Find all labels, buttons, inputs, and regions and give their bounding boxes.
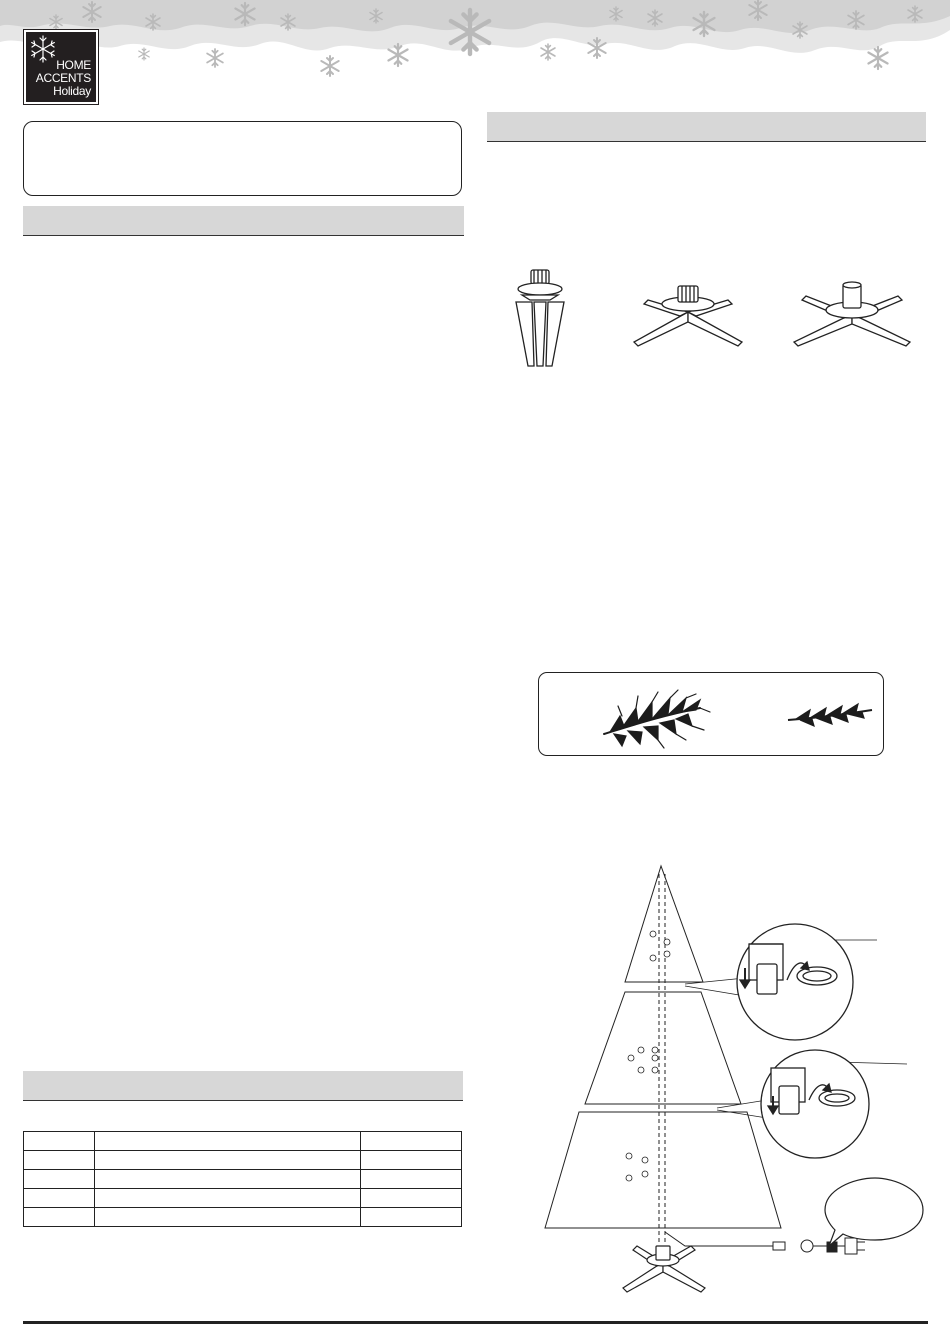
table-cell xyxy=(95,1132,361,1151)
table-cell xyxy=(95,1189,361,1208)
brand-line-accents: ACCENTS xyxy=(35,71,91,85)
table-cell xyxy=(361,1208,462,1227)
brand-line-holiday: Holiday xyxy=(53,84,91,98)
table-row xyxy=(24,1208,462,1227)
table-row xyxy=(24,1170,462,1189)
tree-bottom-section xyxy=(545,1112,781,1228)
table-row xyxy=(24,1132,462,1151)
brand-line-home: HOME xyxy=(56,58,91,72)
section-header-bar-parts xyxy=(23,1071,463,1101)
tree-top-section xyxy=(625,866,703,982)
table-cell xyxy=(95,1151,361,1170)
table-cell xyxy=(24,1189,95,1208)
speech-bubble xyxy=(825,1178,923,1246)
fluffed-branch-illustration xyxy=(600,686,720,750)
footer-rule xyxy=(23,1321,928,1324)
section-header-bar xyxy=(23,206,464,236)
brand-logo xyxy=(24,30,98,104)
table-row xyxy=(24,1189,462,1208)
tree-assembly-diagram xyxy=(545,860,915,1300)
table-cell xyxy=(361,1170,462,1189)
parts-table xyxy=(23,1131,462,1227)
table-cell xyxy=(361,1132,462,1151)
snowflake-icon xyxy=(28,34,58,64)
tree-stand-stake-illustration xyxy=(510,262,570,372)
unfluffed-branch-illustration xyxy=(786,700,876,730)
table-cell xyxy=(361,1151,462,1170)
table-row xyxy=(24,1151,462,1170)
table-cell xyxy=(95,1170,361,1189)
tree-stand-folding-illustration xyxy=(628,282,748,352)
table-cell xyxy=(24,1170,95,1189)
header-snowflake-banner xyxy=(0,0,950,82)
table-cell xyxy=(24,1151,95,1170)
table-cell xyxy=(95,1208,361,1227)
notice-box xyxy=(23,121,462,196)
section-header-bar-right xyxy=(487,112,926,142)
tree-stand-metal-illustration xyxy=(790,280,914,350)
table-cell xyxy=(361,1189,462,1208)
table-cell xyxy=(24,1208,95,1227)
table-cell xyxy=(24,1132,95,1151)
tree-middle-section xyxy=(585,992,741,1104)
